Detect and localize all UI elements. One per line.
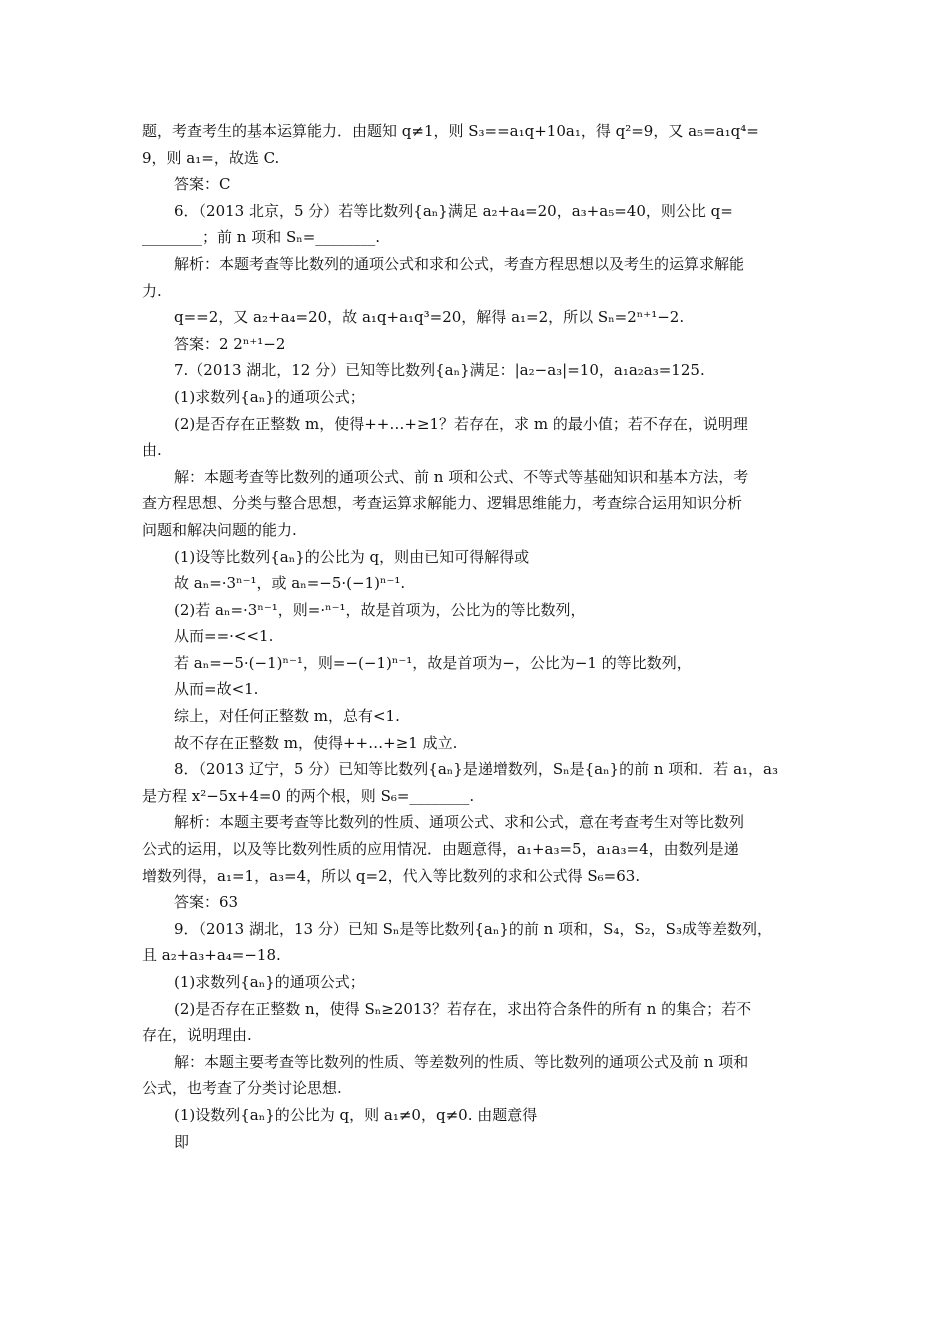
text-line: 解：本题主要考查等比数列的性质、等差数列的性质、等比数列的通项公式及前 n 项和 — [174, 1052, 749, 1071]
text-line: (1)设等比数列{aₙ}的公比为 q，则由已知可得解得或 — [174, 547, 530, 566]
text-line: 问题和解决问题的能力. — [142, 520, 297, 539]
text-line: 公式，也考查了分类讨论思想. — [142, 1079, 342, 1098]
text-line: 7.（2013 湖北，12 分）已知等比数列{aₙ}满足：|a₂−a₃|=10，a₁a₂a₃=125. — [174, 361, 705, 380]
text-line: 故 aₙ=·3ⁿ⁻¹，或 aₙ=−5·(−1)ⁿ⁻¹. — [174, 574, 406, 593]
text-line: 故不存在正整数 m，使得++…+≥1 成立. — [174, 733, 458, 752]
text-line: 增数列得，a₁=1，a₃=4，所以 q=2，代入等比数列的求和公式得 S₆=63. — [142, 866, 641, 885]
text-line: 题，考查考生的基本运算能力．由题知 q≠1，则 S₃==a₁q+10a₁，得 q²=9，又 a₅=a₁q⁴= — [142, 122, 759, 140]
text-line: (2)若 aₙ=·3ⁿ⁻¹，则=·ⁿ⁻¹，故是首项为，公比为的等比数列， — [174, 600, 586, 619]
text-line: 答案：2 2ⁿ⁺¹−2 — [174, 334, 286, 353]
document-body — [142, 118, 812, 1155]
text-line: 8．（2013 辽宁，5 分）已知等比数列{aₙ}是递增数列，Sₙ是{aₙ}的前 n 项和．若 a₁，a₃ — [174, 760, 778, 779]
text-line: 查方程思想、分类与整合思想，考查运算求解能力、逻辑思维能力，考查综合运用知识分析 — [142, 494, 743, 513]
text-line: ________；前 n 项和 Sₙ=________. — [142, 228, 381, 247]
text-line: q==2，又 a₂+a₄=20，故 a₁q+a₁q³=20，解得 a₁=2，所以 Sₙ=2ⁿ⁺¹−2. — [174, 308, 685, 327]
text-line: 力. — [142, 281, 162, 300]
text-line: (2)是否存在正整数 m，使得++…+≥1？若存在，求 m 的最小值；若不存在，说明理 — [174, 414, 748, 433]
text-line: 综上，对任何正整数 m，总有<1. — [174, 707, 400, 726]
text-line: 答案：63 — [174, 893, 239, 912]
text-line: 公式的运用，以及等比数列性质的应用情况．由题意得，a₁+a₃=5，a₁a₃=4，由数列是递 — [142, 840, 739, 859]
text-line: (2)是否存在正整数 n，使得 Sₙ≥2013？若存在，求出符合条件的所有 n 的集合；若不 — [174, 999, 752, 1018]
text-line: (1)求数列{aₙ}的通项公式； — [174, 973, 365, 991]
text-line: 且 a₂+a₃+a₄=−18. — [142, 946, 281, 965]
text-line: 从而==·<<1. — [174, 627, 274, 646]
text-line: 解析：本题主要考查等比数列的性质、通项公式、求和公式，意在考查考生对等比数列 — [174, 813, 745, 832]
text-line: 由. — [142, 441, 162, 460]
text-line: 即 — [174, 1132, 190, 1151]
text-line: 若 aₙ=−5·(−1)ⁿ⁻¹，则=−(−1)ⁿ⁻¹，故是首项为−，公比为−1 的等比数列， — [174, 653, 692, 672]
text-line: 存在，说明理由. — [142, 1026, 252, 1045]
text-line: 9，则 a₁=，故选 C. — [142, 148, 280, 167]
text-line: (1)求数列{aₙ}的通项公式； — [174, 387, 365, 406]
text-line: 从而=故<1. — [174, 680, 259, 699]
text-line: 答案：C — [174, 175, 231, 194]
text-line: 解析：本题考查等比数列的通项公式和求和公式，考查方程思想以及考生的运算求解能 — [174, 254, 745, 273]
text-line: 解：本题考查等比数列的通项公式、前 n 项和公式、不等式等基础知识和基本方法，考 — [174, 467, 749, 486]
text-line: (1)设数列{aₙ}的公比为 q，则 a₁≠0，q≠0. 由题意得 — [174, 1105, 538, 1124]
text-line: 是方程 x²−5x+4=0 的两个根，则 S₆=________. — [142, 786, 475, 805]
text-line: 6．（2013 北京，5 分）若等比数列{aₙ}满足 a₂+a₄=20，a₃+a₅=40，则公比 q= — [174, 201, 733, 220]
text-line: 9．（2013 湖北，13 分）已知 Sₙ是等比数列{aₙ}的前 n 项和，S₄，S₂，S₃成等差数列， — [174, 919, 772, 938]
